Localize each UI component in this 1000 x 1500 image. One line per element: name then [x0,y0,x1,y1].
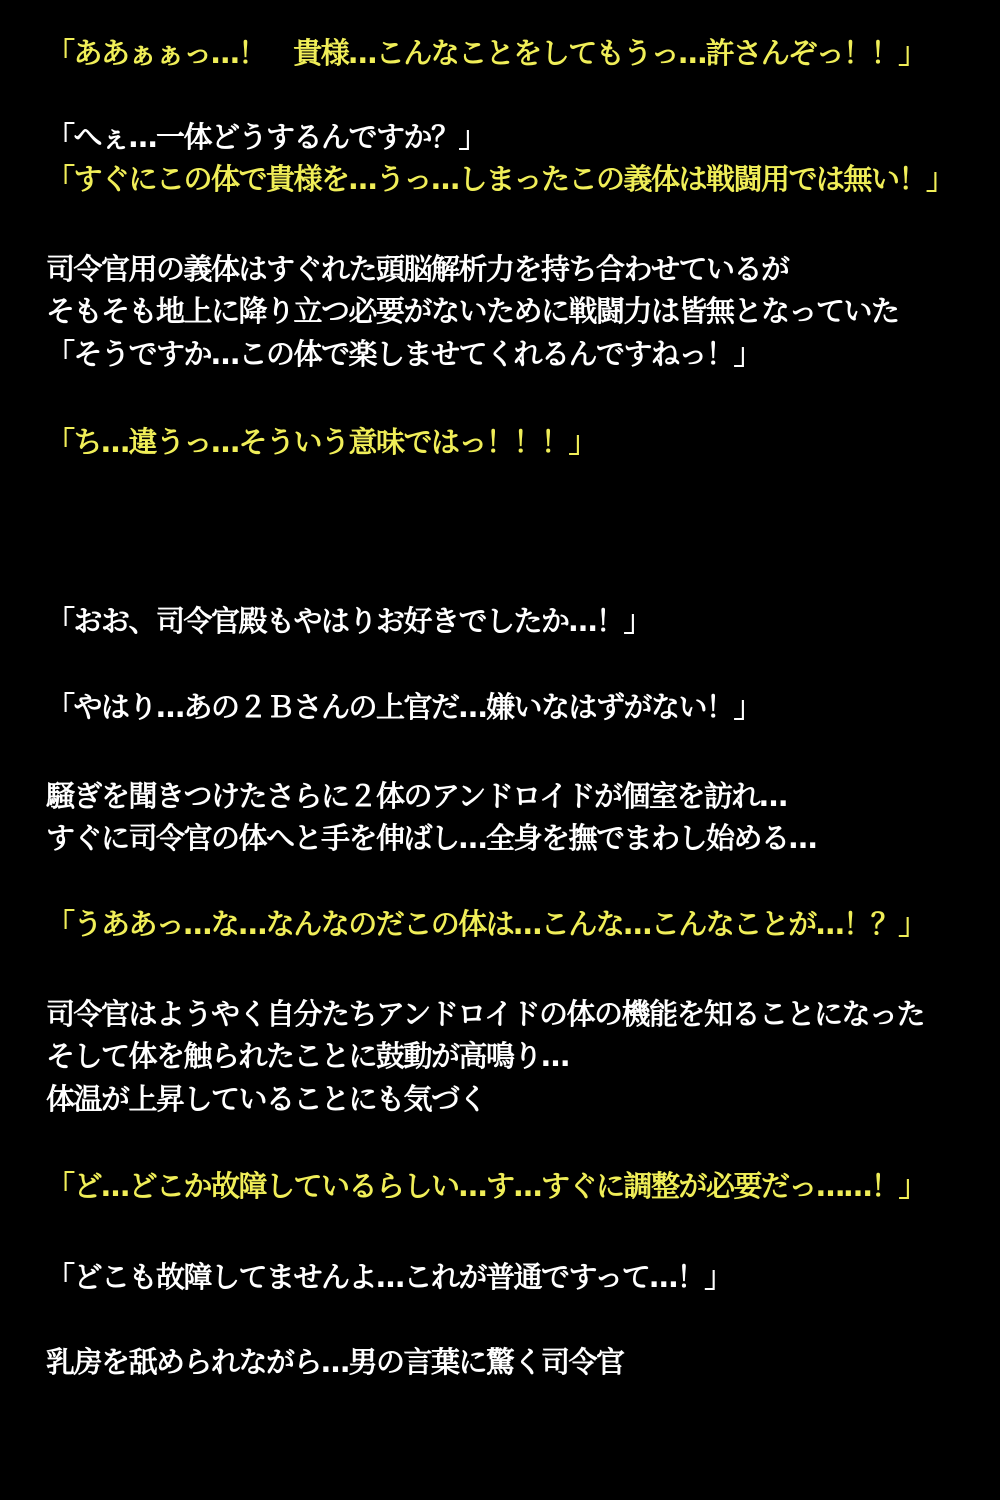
dialogue-line-6: 「おお、司令官殿もやはりお好きでしたか…！」 [46,604,652,638]
narration-line-7: 体温が上昇していることにも気づく [46,1082,487,1116]
dialogue-line-1: 「ああぁぁっ…！ 貴様…こんなことをしてもうっ…許さんぞっ！！」 [46,36,926,70]
dialogue-line-3: 「すぐにこの体で貴様を…うっ…しまったこの義体は戦闘用では無い！」 [46,162,954,196]
dialogue-line-4: 「そうですか…この体で楽しませてくれるんですねっ！」 [46,337,762,371]
narration-line-6: そして体を触られたことに鼓動が高鳴り… [46,1039,569,1073]
dialogue-line-5: 「ち…違うっ…そういう意味ではっ！！！」 [46,425,597,459]
dialogue-line-10: 「どこも故障してませんよ…これが普通ですって…！」 [46,1260,732,1294]
dialogue-line-8: 「うああっ…な…なんなのだこの体は…こんな…こんなことが…！？」 [46,907,926,941]
narration-line-1: 司令官用の義体はすぐれた頭脳解析力を持ち合わせているが [46,252,789,286]
narration-line-8: 乳房を舐められながら…男の言葉に驚く司令官 [46,1345,624,1379]
dialogue-line-9: 「ど…どこか故障しているらしい…す…すぐに調整が必要だっ……！」 [46,1169,927,1203]
dialogue-line-2: 「へぇ…一体どうするんですか？」 [46,120,487,154]
dialogue-line-7: 「やはり…あの２Ｂさんの上官だ…嫌いなはずがない！」 [46,690,762,724]
narration-line-5: 司令官はようやく自分たちアンドロイドの体の機能を知ることになった [46,997,924,1031]
narration-line-3: 騒ぎを聞きつけたさらに２体のアンドロイドが個室を訪れ… [46,779,787,813]
narration-line-4: すぐに司令官の体へと手を伸ばし…全身を撫でまわし始める… [46,821,817,855]
narration-line-2: そもそも地上に降り立つ必要がないために戦闘力は皆無となっていた [46,294,899,328]
